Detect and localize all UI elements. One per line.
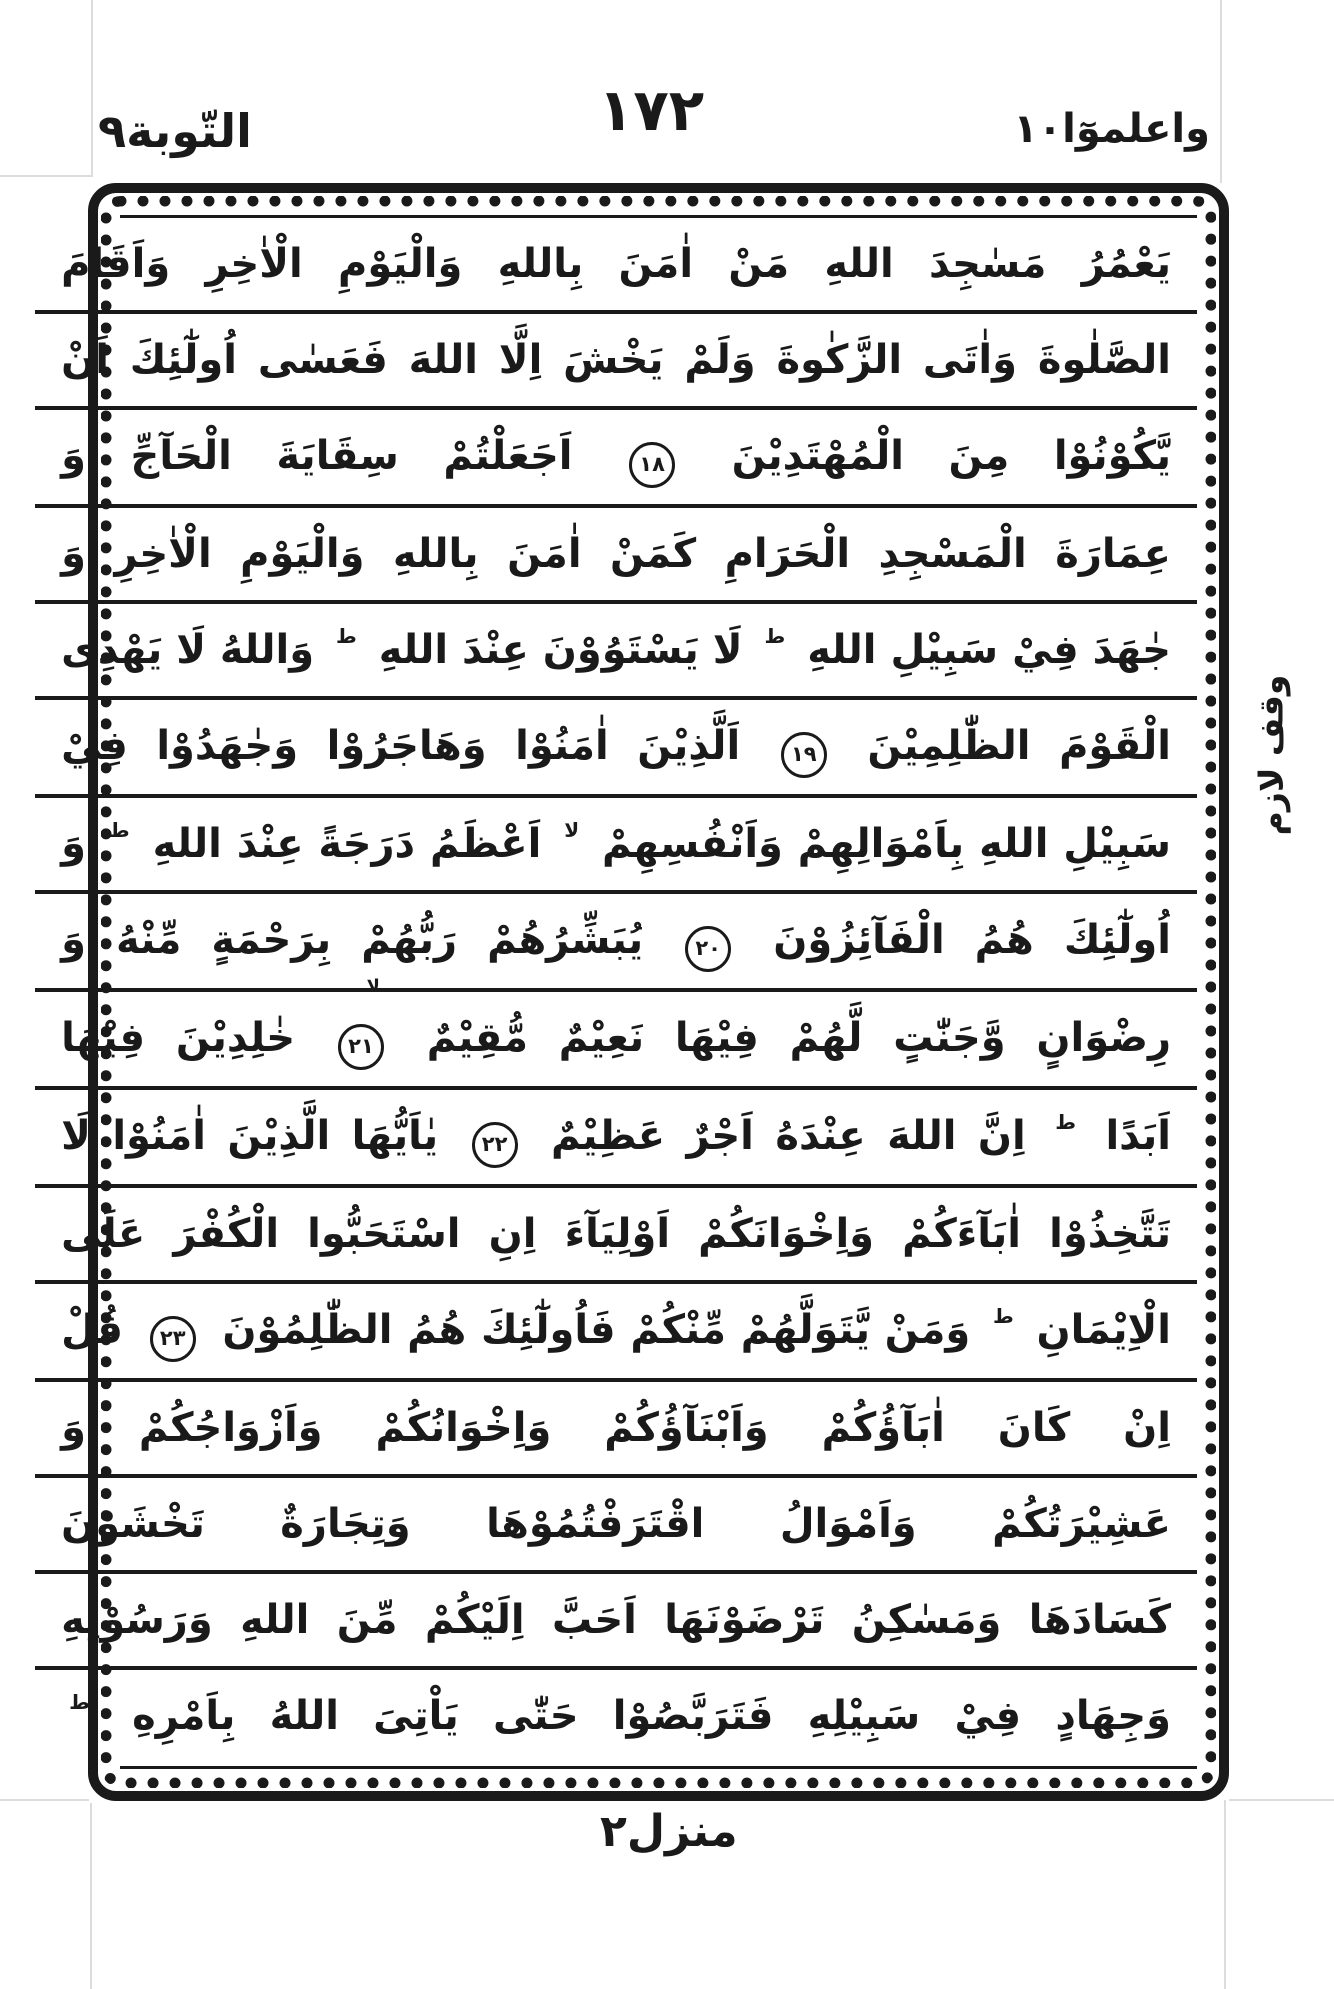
quran-text: يَّكُوْنُوْا مِنَ الْمُهْتَدِيْنَ: [731, 433, 1171, 479]
ayah-number: ٢٢: [472, 1122, 518, 1168]
quran-text: وَ: [61, 821, 86, 867]
quran-line: [35, 1478, 1197, 1574]
quran-line: [35, 1090, 1197, 1188]
page-number: ١٧٢: [598, 76, 705, 144]
quran-text: اِنَّ اللهَ عِنْدَهُ اَجْرٌ عَظِيْمٌ: [551, 1113, 1026, 1159]
quran-text: خٰلِدِيْنَ فِيْهَا: [61, 1015, 296, 1061]
ayah-number: ٢١: [338, 1024, 384, 1070]
ayah-number: ١٩: [781, 732, 827, 778]
quran-text: جٰهَدَ فِيْ سَبِيْلِ اللهِ: [807, 627, 1171, 673]
waqf-mark: ط: [108, 818, 130, 842]
waqf-mark: لا: [564, 818, 580, 842]
quran-line: [35, 894, 1197, 992]
waqf-mark: ط: [336, 624, 357, 648]
quran-text: الْقَوْمَ الظّٰلِمِيْنَ: [867, 723, 1171, 769]
quran-line: [35, 508, 1197, 604]
waqf-mark: ط: [764, 624, 786, 648]
quran-text: اُولٰٓئِكَ هُمُ الْفَآئِزُوْنَ: [773, 917, 1171, 963]
quran-text: يٰاَيُّهَا الَّذِيْنَ اٰمَنُوْا لَا: [61, 1113, 439, 1159]
quran-text: لَا يَسْتَوُوْنَ عِنْدَ اللهِ: [378, 627, 743, 673]
quran-line: [35, 604, 1197, 700]
waqf-mark: ط: [993, 1304, 1014, 1328]
ayah-marker: [150, 1286, 196, 1378]
ayah-marker: [685, 896, 731, 988]
quran-text: عِمَارَةَ الْمَسْجِدِ الْحَرَامِ كَمَنْ اٰمَنَ بِاللهِ وَالْيَوْمِ الْاٰخِرِ وَ: [61, 531, 1171, 577]
scan-mark-bottom-right-horizontal: [1229, 1799, 1334, 1801]
scan-mark-bottom-left-horizontal: [0, 1799, 89, 1801]
quran-text: اِنْ كَانَ اٰبَآؤُكُمْ وَاَبْنَآؤُكُمْ وَاِخْوَانُكُمْ وَاَزْوَاجُكُمْ وَ: [61, 1405, 1171, 1451]
quran-line: [35, 1574, 1197, 1670]
juz-title: واعلموٓا١٠: [1013, 106, 1210, 152]
ayah-marker: [629, 412, 675, 504]
quran-text: رِضْوَانٍ وَّجَنّٰتٍ لَّهُمْ فِيْهَا نَعِيْمٌ مُّقِيْمٌ: [426, 1015, 1171, 1061]
quran-text: اَعْظَمُ دَرَجَةً عِنْدَ اللهِ: [152, 821, 542, 867]
waqf-mark: ط: [1055, 1110, 1076, 1134]
quran-line: [35, 700, 1197, 798]
quran-text: قُلْ: [61, 1307, 123, 1353]
surah-title: التّوبة٩: [98, 104, 252, 158]
manzil-footer: منزل٢: [600, 1806, 738, 1857]
page-header: [0, 0, 1334, 180]
quran-line: [35, 798, 1197, 894]
quran-text: اَلَّذِيْنَ اٰمَنُوْا وَهَاجَرُوْا وَجٰهَدُوْا فِيْ: [61, 723, 741, 769]
margin-waqf-note: وقف لازم: [1251, 674, 1291, 836]
quran-text: سَبِيْلِ اللهِ بِاَمْوَالِهِمْ وَاَنْفُسِهِمْ: [602, 821, 1171, 867]
quran-line: [35, 218, 1197, 314]
quran-line: [35, 1382, 1197, 1478]
quran-text: وَاللهُ لَا يَهْدِى: [61, 627, 315, 673]
quran-line: [35, 976, 1197, 1090]
quran-text: وَجِهَادٍ فِيْ سَبِيْلِهِ فَتَرَبَّصُوْا حَتّٰى يَاْتِىَ اللهُ بِاَمْرِهِ: [132, 1693, 1171, 1739]
ayah-marker: [781, 702, 827, 794]
ayah-marker: [472, 1092, 518, 1184]
quran-line: [35, 410, 1197, 508]
quran-text: اَبَدًا: [1105, 1113, 1171, 1159]
scan-mark-bottom-right-vertical: [1224, 1800, 1226, 1989]
ayah-number: ٢٠: [685, 926, 731, 972]
quran-text: يُبَشِّرُهُمْ رَبُّهُمْ بِرَحْمَةٍ مِّنْهُ وَ: [61, 917, 644, 963]
scan-mark-bottom-left-vertical: [90, 1803, 92, 1989]
quran-text: وَمَنْ يَّتَوَلَّهُمْ مِّنْكُمْ فَاُولٰٓئِكَ هُمُ الظّٰلِمُوْنَ: [222, 1307, 971, 1353]
waqf-mark: ط: [69, 1690, 90, 1714]
quran-line: [35, 1670, 1197, 1766]
quran-line: [35, 1188, 1197, 1284]
ayah-waqf-mark: لا: [366, 976, 380, 997]
ayah-number: ٢٣: [150, 1316, 196, 1362]
quran-line: [35, 1284, 1197, 1382]
quran-text: يَعْمُرُ مَسٰجِدَ اللهِ مَنْ اٰمَنَ بِاللهِ وَالْيَوْمِ الْاٰخِرِ وَاَقَامَ: [61, 241, 1171, 287]
quran-text: عَشِيْرَتُكُمْ وَاَمْوَالُ اقْتَرَفْتُمُوْهَا وَتِجَارَةٌ تَخْشَوْنَ: [61, 1501, 1171, 1547]
quran-line: [35, 314, 1197, 410]
quran-text: تَتَّخِذُوْا اٰبَآءَكُمْ وَاِخْوَانَكُمْ اَوْلِيَآءَ اِنِ اسْتَحَبُّوا الْكُفْرَ عَلَى: [61, 1211, 1171, 1257]
quran-text: اَجَعَلْتُمْ سِقَايَةَ الْحَآجِّ وَ: [61, 433, 573, 479]
ayah-number: ١٨: [629, 442, 675, 488]
ayah-marker: [338, 976, 384, 1086]
quran-text: الصَّلٰوةَ وَاٰتَى الزَّكٰوةَ وَلَمْ يَخْشَ اِلَّا اللهَ فَعَسٰى اُولٰٓئِكَ اَنْ: [61, 337, 1171, 383]
quran-text: كَسَادَهَا وَمَسٰكِنُ تَرْضَوْنَهَا اَحَبَّ اِلَيْكُمْ مِّنَ اللهِ وَرَسُوْلِهِ: [61, 1597, 1171, 1643]
quran-text: الْاِيْمَانِ: [1036, 1307, 1171, 1353]
quran-frame: [61, 183, 1229, 1801]
quran-textbox: [61, 215, 1197, 1769]
